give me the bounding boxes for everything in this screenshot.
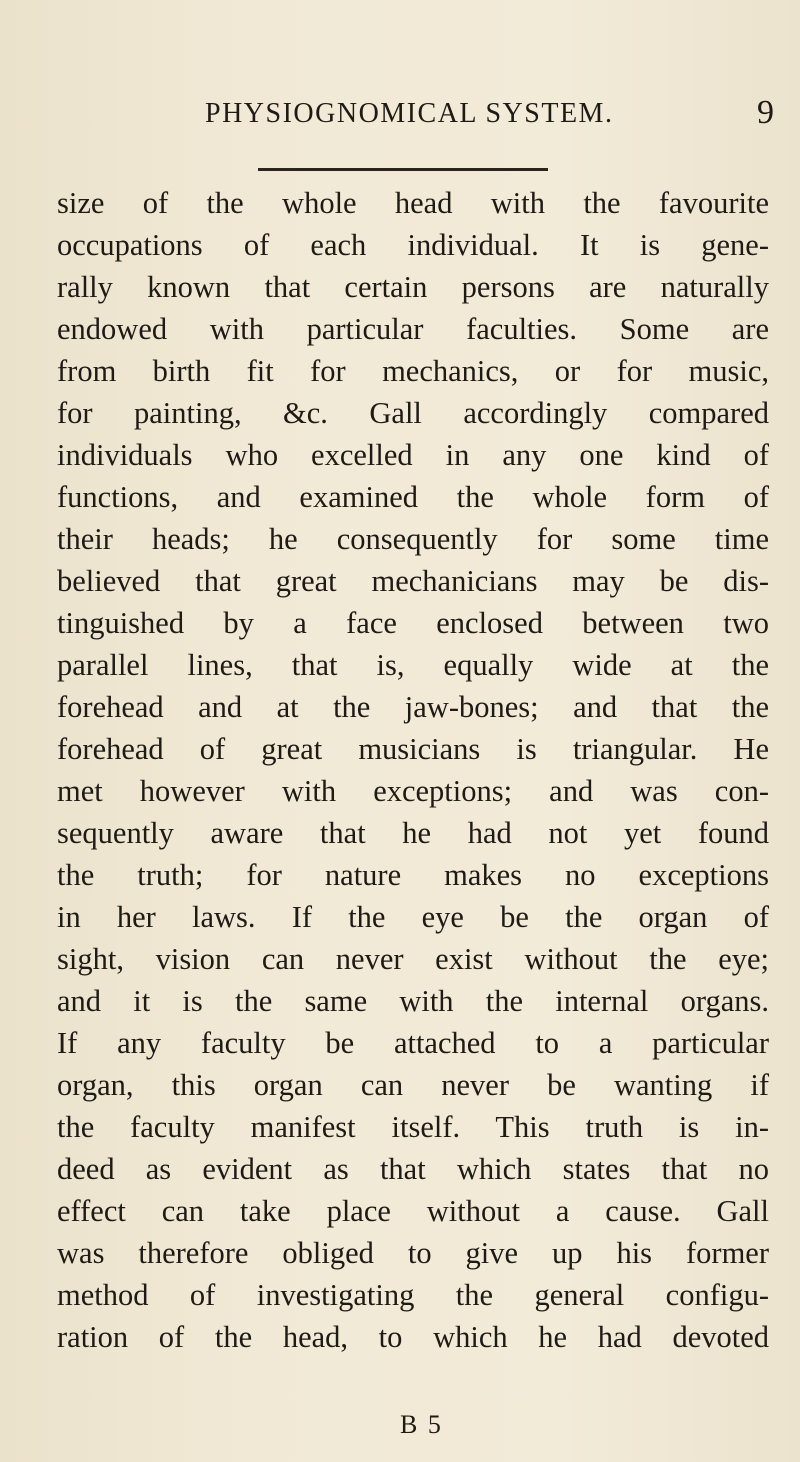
text-line: occupations of each individual. It is gene- [57,228,769,262]
text-line: method of investigating the general configu- [57,1278,769,1312]
text-line: organ, this organ can never be wanting if [57,1068,769,1102]
text-line: forehead and at the jaw-bones; and that the [57,690,769,724]
text-line: endowed with particular faculties. Some are [57,312,769,346]
text-line: parallel lines, that is, equally wide at the [57,648,769,682]
text-line: was therefore obliged to give up his former [57,1236,769,1270]
text-line: sequently aware that he had not yet found [57,816,769,850]
page-header [205,94,780,138]
text-line: size of the whole head with the favourite [57,186,769,220]
text-line: effect can take place without a cause. Gall [57,1194,769,1228]
text-line: ration of the head, to which he had devoted [57,1320,769,1354]
header-rule [258,168,548,171]
text-line: forehead of great musicians is triangular. He [57,732,769,766]
text-line: tinguished by a face enclosed between two [57,606,769,640]
signature-mark: B 5 [400,1410,443,1439]
text-line: the faculty manifest itself. This truth is in- [57,1110,769,1144]
text-line: rally known that certain persons are naturally [57,270,769,304]
text-line: in her laws. If the eye be the organ of [57,900,769,934]
text-line: their heads; he consequently for some time [57,522,769,556]
text-line: met however with exceptions; and was con- [57,774,769,808]
text-line: functions, and examined the whole form of [57,480,769,514]
text-line: and it is the same with the internal organs. [57,984,769,1018]
text-line: believed that great mechanicians may be dis- [57,564,769,598]
text-line: individuals who excelled in any one kind of [57,438,769,472]
text-line: for painting, &c. Gall accordingly compared [57,396,769,430]
text-line: the truth; for nature makes no exceptions [57,858,769,892]
text-line: If any faculty be attached to a particular [57,1026,769,1060]
text-line: from birth fit for mechanics, or for music, [57,354,769,388]
page-number: 9 [757,94,774,131]
text-line: deed as evident as that which states that no [57,1152,769,1186]
text-line: sight, vision can never exist without the eye; [57,942,769,976]
running-head: PHYSIOGNOMICAL SYSTEM. [205,98,614,129]
